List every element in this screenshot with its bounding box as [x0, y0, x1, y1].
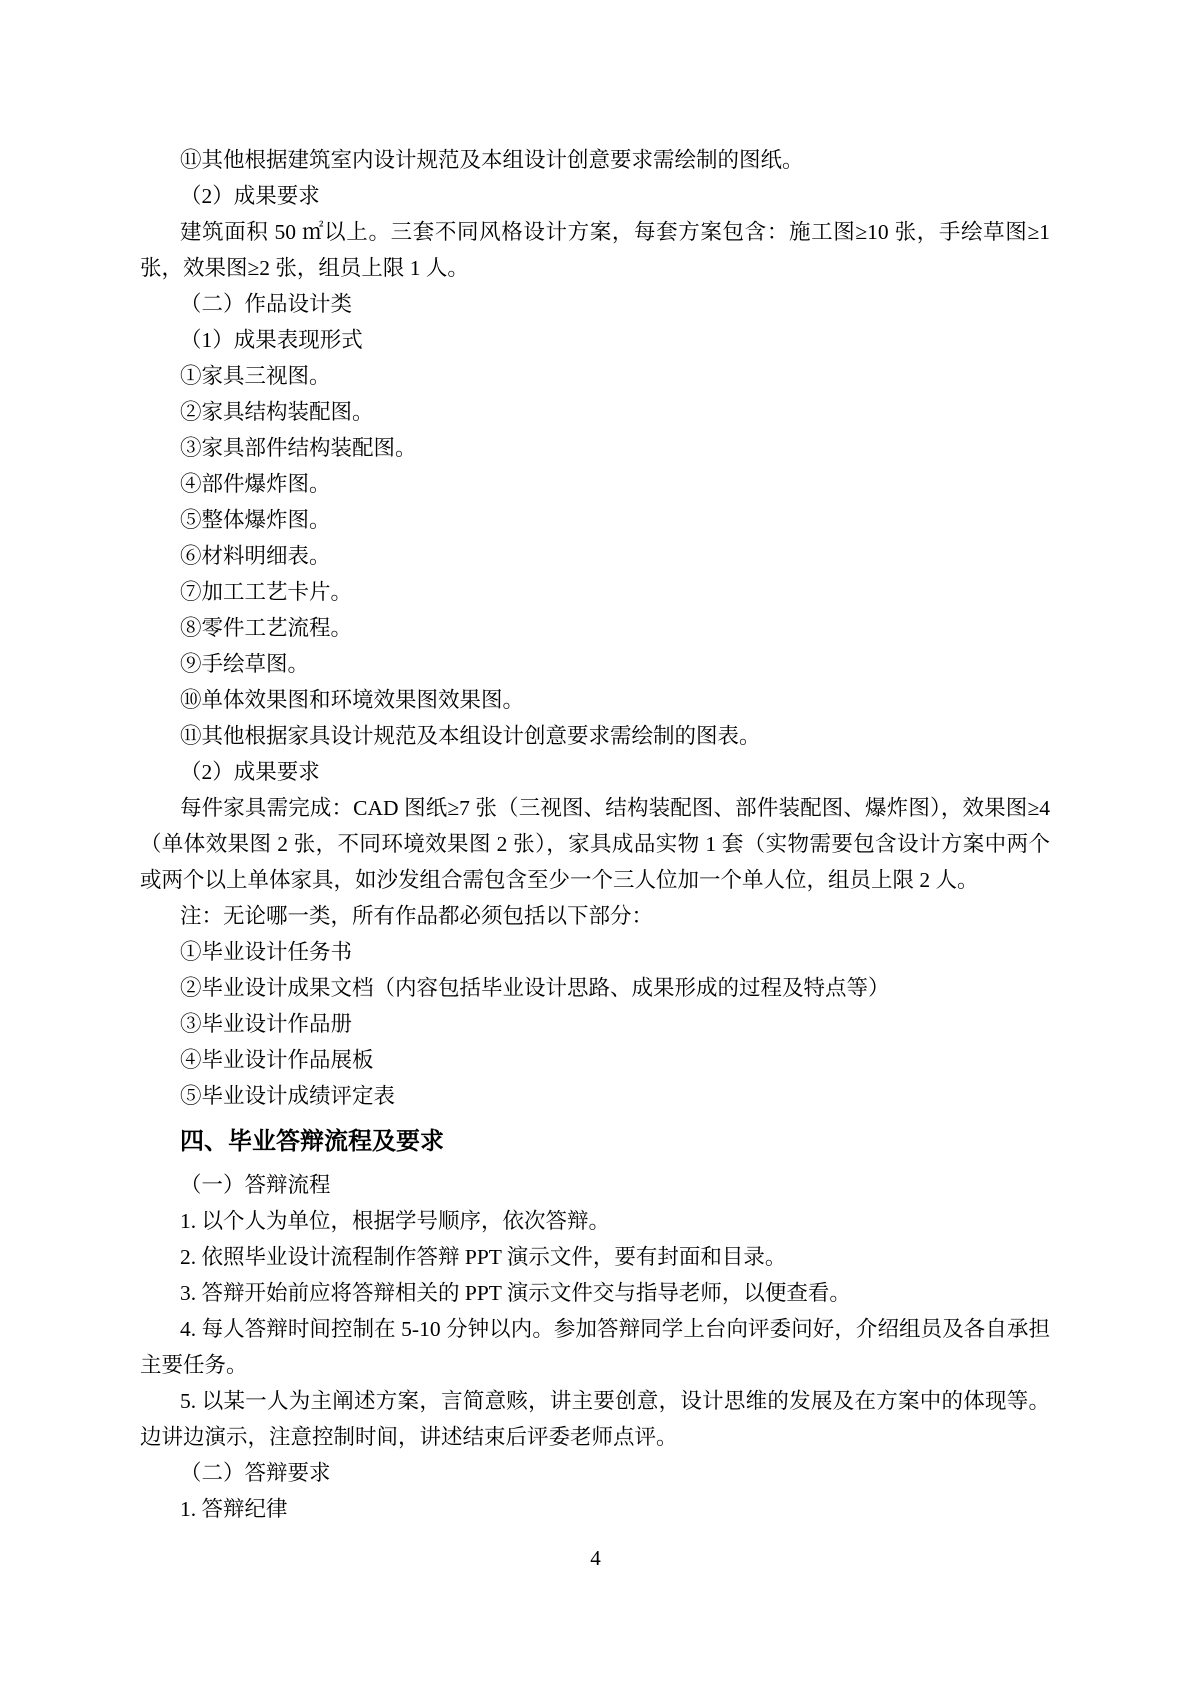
paragraph: 5. 以某一人为主阐述方案，言简意赅，讲主要创意，设计思维的发展及在方案中的体现等。边讲边演示，注意控制时间，讲述结束后评委老师点评。: [140, 1389, 1050, 1449]
page-number: 4: [590, 1546, 601, 1570]
section-heading: 四、毕业答辩流程及要求: [180, 1128, 444, 1155]
paragraph: ③毕业设计作品册: [180, 1012, 353, 1036]
paragraph: ①家具三视图。: [180, 364, 331, 388]
paragraph: 每件家具需完成：CAD 图纸≥7 张（三视图、结构装配图、部件装配图、爆炸图），效果图≥4（单体效果图 2 张，不同环境效果图 2 张），家具成品实物 1 套（实物需要包含设计方案中两个或两个以上单体家具，如沙发组合需包含至少一个三人位加一个单人位，组员上限 2 人。: [140, 796, 1050, 892]
paragraph: ①毕业设计任务书: [180, 940, 353, 964]
paragraph: ⑤毕业设计成绩评定表: [180, 1084, 396, 1108]
paragraph: ⑧零件工艺流程。: [180, 616, 353, 640]
paragraph: （1）成果表现形式: [180, 328, 363, 352]
paragraph: ⑥材料明细表。: [180, 544, 331, 568]
paragraph: ③家具部件结构装配图。: [180, 436, 417, 460]
paragraph: 注：无论哪一类，所有作品都必须包括以下部分：: [180, 904, 654, 928]
paragraph: 4. 每人答辩时间控制在 5-10 分钟以内。参加答辩同学上台向评委问好，介绍组员及各自承担主要任务。: [140, 1317, 1050, 1377]
paragraph: 2. 依照毕业设计流程制作答辩 PPT 演示文件，要有封面和目录。: [180, 1245, 787, 1269]
paragraph: 1. 以个人为单位，根据学号顺序，依次答辩。: [180, 1209, 611, 1233]
paragraph: ⑤整体爆炸图。: [180, 508, 331, 532]
paragraph: （2）成果要求: [180, 760, 320, 784]
paragraph: ⑨手绘草图。: [180, 652, 310, 676]
paragraph: 3. 答辩开始前应将答辩相关的 PPT 演示文件交与指导老师，以便查看。: [180, 1281, 851, 1305]
document-body: [140, 142, 1050, 1527]
paragraph: （二）答辩要求: [180, 1461, 331, 1485]
paragraph: ④部件爆炸图。: [180, 472, 331, 496]
paragraph: ④毕业设计作品展板: [180, 1048, 374, 1072]
paragraph: （2）成果要求: [180, 184, 320, 208]
paragraph: （二）作品设计类: [180, 292, 353, 316]
paragraph: ⑦加工工艺卡片。: [180, 580, 353, 604]
paragraph: 1. 答辩纪律: [180, 1497, 288, 1521]
paragraph: ⑪其他根据建筑室内设计规范及本组设计创意要求需绘制的图纸。: [180, 148, 804, 172]
paragraph: ②家具结构装配图。: [180, 400, 374, 424]
paragraph: （一）答辩流程: [180, 1173, 331, 1197]
paragraph: ⑪其他根据家具设计规范及本组设计创意要求需绘制的图表。: [180, 724, 761, 748]
paragraph: 建筑面积 50 ㎡以上。三套不同风格设计方案，每套方案包含：施工图≥10 张，手绘草图≥1 张，效果图≥2 张，组员上限 1 人。: [140, 220, 1050, 280]
paragraph: ②毕业设计成果文档（内容包括毕业设计思路、成果形成的过程及特点等）: [180, 976, 890, 1000]
paragraph: ⑩单体效果图和环境效果图效果图。: [180, 688, 525, 712]
